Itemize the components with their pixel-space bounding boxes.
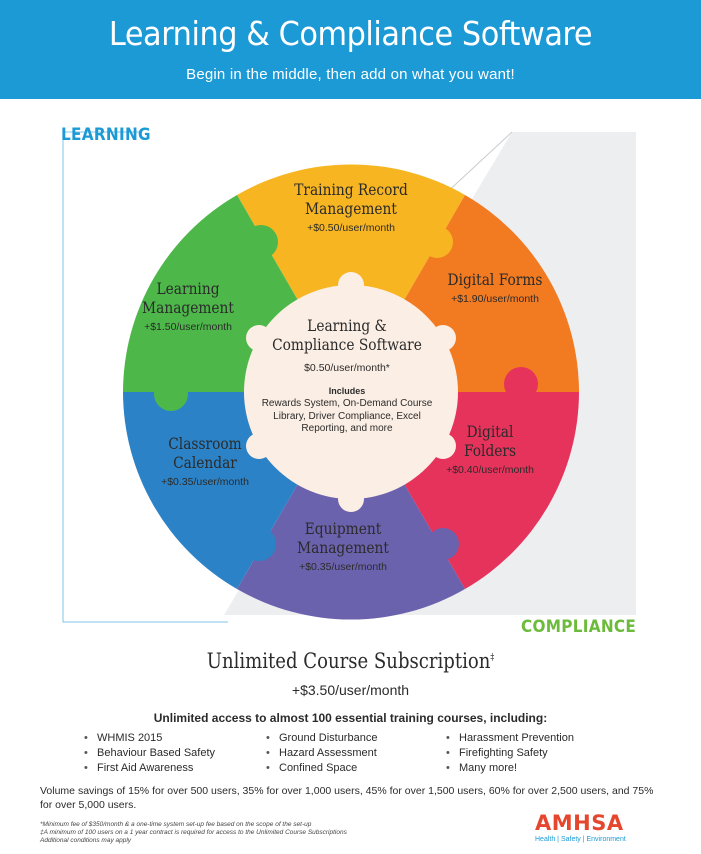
- amhsa-logo: AMHSA Health | Safety | Environment: [535, 811, 626, 843]
- course-list-col3: [446, 731, 574, 776]
- list-item: • Many more!: [446, 761, 574, 776]
- list-item: • Hazard Assessment: [266, 746, 377, 761]
- list-item: • Behaviour Based Safety: [84, 746, 215, 761]
- learning-label: LEARNING: [61, 125, 151, 145]
- label-equipment: Equipment Management +$0.35/user/month: [297, 519, 389, 573]
- header-banner: [0, 0, 701, 99]
- label-training-record: Training Record Management +$0.50/user/month: [294, 180, 408, 234]
- subscription-intro: Unlimited access to almost 100 essential training courses, including:: [153, 711, 548, 725]
- volume-savings: Volume savings of 15% for over 500 users, 35% for over 1,000 users, 45% for over 1,500 users, 60% for over 2,500 users, and 75% for over 5,000 users.: [40, 785, 654, 811]
- knob-pink: [504, 367, 538, 401]
- list-item: • Firefighting Safety: [446, 746, 574, 761]
- knob-purple: [427, 528, 459, 560]
- label-classroom: Classroom Calendar +$0.35/user/month: [161, 434, 249, 488]
- label-digital-folders: Digital Folders +$0.40/user/month: [446, 422, 534, 476]
- course-list-col2: [266, 731, 377, 776]
- label-learning-mgmt: Learning Management +$1.50/user/month: [142, 279, 234, 333]
- course-list-col1: [84, 731, 215, 776]
- compliance-label: COMPLIANCE: [521, 617, 637, 637]
- page-title: Learning & Compliance Software: [108, 14, 593, 53]
- knob-green: [154, 377, 188, 411]
- subscription-title: Unlimited Course Subscription‡: [206, 649, 495, 673]
- page-subtitle: Begin in the middle, then add on what you want!: [186, 66, 515, 83]
- list-item: • First Aid Awareness: [84, 761, 215, 776]
- list-item: • Confined Space: [266, 761, 377, 776]
- subscription-price: +$3.50/user/month: [291, 682, 410, 698]
- fine-print: *Minimum fee of $350/month & a one-time system set-up fee based on the scope of the set-up ‡A minimum of 100 users on a 1 year contract is required for access to the Unlimited Course Subscriptions Additional conditions may apply: [40, 821, 347, 844]
- label-digital-forms: Digital Forms +$1.90/user/month: [447, 270, 543, 305]
- list-item: • WHMIS 2015: [84, 731, 215, 746]
- center-product: Learning & Compliance Software $0.50/user/month* Includes Rewards System, On-Demand Course Library, Driver Compliance, Excel Reporting, and more: [261, 316, 433, 434]
- list-item: • Ground Disturbance: [266, 731, 377, 746]
- list-item: • Harassment Prevention: [446, 731, 574, 746]
